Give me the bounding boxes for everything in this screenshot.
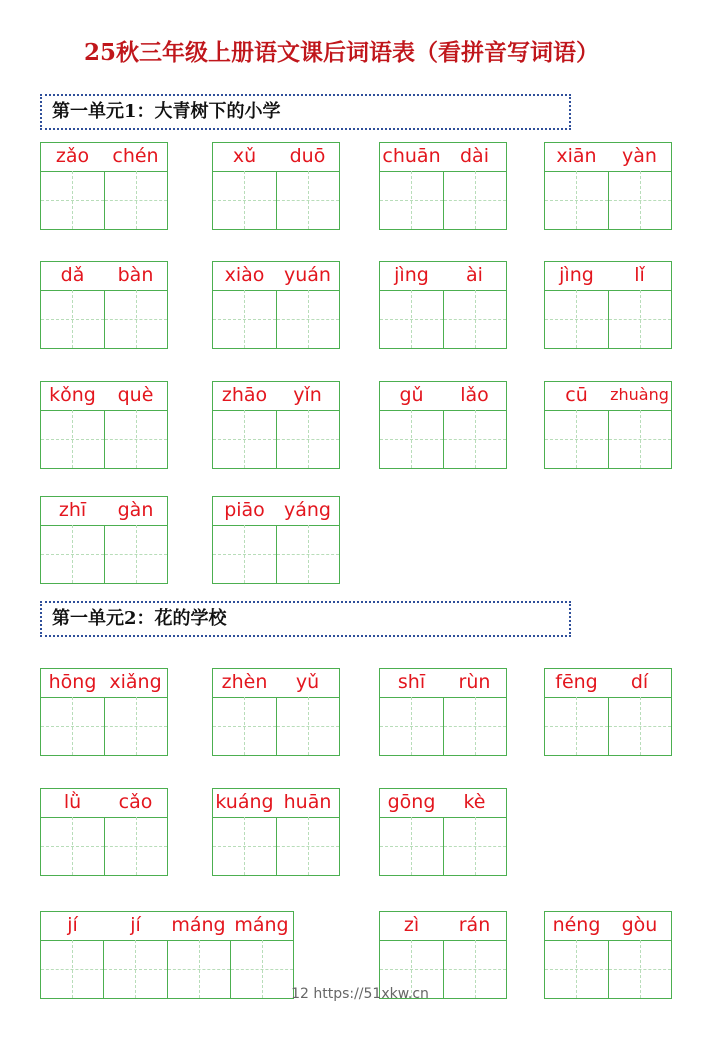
character-cell[interactable] <box>41 697 104 755</box>
character-cell[interactable] <box>443 817 507 875</box>
pinyin-syllable: kè <box>463 791 486 813</box>
pinyin-row <box>380 789 506 818</box>
word-box <box>212 496 340 584</box>
writing-grid <box>380 171 506 229</box>
pinyin-row <box>545 382 671 411</box>
pinyin-row <box>545 143 671 172</box>
word-box <box>40 496 168 584</box>
character-cell[interactable] <box>443 290 507 348</box>
word-box <box>379 261 507 349</box>
pinyin-syllable: duō <box>289 145 326 167</box>
pinyin-row <box>545 912 671 941</box>
character-cell[interactable] <box>104 171 168 229</box>
writing-grid <box>380 817 506 875</box>
pinyin-row <box>213 143 339 172</box>
word-box <box>40 261 168 349</box>
pinyin-syllable: jí <box>130 914 141 936</box>
character-cell[interactable] <box>608 290 672 348</box>
writing-grid <box>380 290 506 348</box>
character-cell[interactable] <box>608 697 672 755</box>
pinyin-syllable: yǔ <box>295 671 320 693</box>
word-box <box>40 788 168 876</box>
pinyin-syllable: zhèn <box>221 671 268 693</box>
character-cell[interactable] <box>213 697 276 755</box>
character-cell[interactable] <box>608 171 672 229</box>
writing-grid <box>41 171 167 229</box>
character-cell[interactable] <box>41 410 104 468</box>
pinyin-syllable: kuáng <box>215 791 274 813</box>
pinyin-syllable: ài <box>466 264 483 286</box>
writing-grid <box>213 525 339 583</box>
character-cell[interactable] <box>380 410 443 468</box>
pinyin-row <box>380 143 506 172</box>
pinyin-syllable: gàn <box>117 499 154 521</box>
character-cell[interactable] <box>213 525 276 583</box>
word-box <box>544 261 672 349</box>
pinyin-row <box>380 262 506 291</box>
pinyin-syllable: lǜ <box>63 791 82 813</box>
page-footer: 12 https://51xkw.cn <box>291 986 429 1002</box>
pinyin-row <box>41 669 167 698</box>
pinyin-syllable: máng <box>171 914 226 936</box>
pinyin-syllable: yǐn <box>293 384 322 406</box>
pinyin-syllable: bàn <box>117 264 154 286</box>
character-cell[interactable] <box>545 171 608 229</box>
writing-grid <box>41 525 167 583</box>
pinyin-syllable: cū <box>565 384 588 406</box>
word-box <box>212 261 340 349</box>
word-box <box>40 142 168 230</box>
pinyin-syllable: fēng <box>555 671 598 693</box>
pinyin-syllable: dài <box>460 145 489 167</box>
pinyin-row <box>380 382 506 411</box>
pinyin-syllable: zhāo <box>221 384 268 406</box>
word-box <box>212 788 340 876</box>
pinyin-row <box>545 669 671 698</box>
character-cell[interactable] <box>380 290 443 348</box>
pinyin-syllable: huān <box>283 791 332 813</box>
pinyin-syllable: què <box>117 384 154 406</box>
pinyin-row <box>41 912 293 941</box>
character-cell[interactable] <box>380 171 443 229</box>
pinyin-syllable: xiào <box>224 264 265 286</box>
pinyin-syllable: jí <box>67 914 78 936</box>
character-cell[interactable] <box>380 697 443 755</box>
writing-grid <box>545 290 671 348</box>
pinyin-syllable: lǎo <box>460 384 489 406</box>
character-cell[interactable] <box>104 697 168 755</box>
unit-2-heading: 第一单元2：花的学校 <box>40 601 571 637</box>
writing-grid <box>213 697 339 755</box>
word-box <box>544 381 672 469</box>
writing-grid <box>41 410 167 468</box>
writing-grid <box>213 171 339 229</box>
pinyin-row <box>380 912 506 941</box>
pinyin-row <box>213 262 339 291</box>
pinyin-syllable: yuán <box>284 264 331 286</box>
pinyin-syllable: jìng <box>559 264 594 286</box>
character-cell[interactable] <box>276 410 340 468</box>
writing-grid <box>41 697 167 755</box>
character-cell[interactable] <box>380 817 443 875</box>
pinyin-syllable: kǒng <box>49 384 96 406</box>
word-box <box>212 142 340 230</box>
pinyin-syllable: zhī <box>58 499 87 521</box>
pinyin-syllable: néng <box>552 914 601 936</box>
word-box <box>544 668 672 756</box>
pinyin-row <box>545 262 671 291</box>
character-cell[interactable] <box>545 410 608 468</box>
character-cell[interactable] <box>276 525 340 583</box>
word-box <box>212 381 340 469</box>
character-cell[interactable] <box>104 290 168 348</box>
pinyin-syllable: yàn <box>622 145 657 167</box>
pinyin-syllable: jìng <box>394 264 429 286</box>
character-cell[interactable] <box>213 410 276 468</box>
pinyin-syllable: chén <box>112 145 159 167</box>
character-cell[interactable] <box>41 525 104 583</box>
pinyin-row <box>41 262 167 291</box>
word-box <box>212 668 340 756</box>
pinyin-syllable: zǎo <box>55 145 90 167</box>
pinyin-syllable: gǔ <box>399 384 424 406</box>
writing-grid <box>213 817 339 875</box>
pinyin-syllable: lǐ <box>634 264 645 286</box>
character-cell[interactable] <box>213 171 276 229</box>
word-box <box>40 668 168 756</box>
pinyin-row <box>41 143 167 172</box>
writing-grid <box>545 410 671 468</box>
pinyin-syllable: rán <box>458 914 491 936</box>
character-cell[interactable] <box>41 171 104 229</box>
pinyin-syllable: cǎo <box>118 791 153 813</box>
pinyin-syllable: dǎ <box>60 264 85 286</box>
writing-grid <box>380 697 506 755</box>
pinyin-row <box>41 382 167 411</box>
pinyin-row <box>380 669 506 698</box>
pinyin-syllable: xǔ <box>232 145 257 167</box>
writing-grid <box>545 171 671 229</box>
word-box <box>379 668 507 756</box>
character-cell[interactable] <box>443 171 507 229</box>
character-cell[interactable] <box>104 817 168 875</box>
writing-grid <box>41 290 167 348</box>
writing-grid <box>213 290 339 348</box>
word-box <box>379 788 507 876</box>
writing-grid <box>380 410 506 468</box>
character-cell[interactable] <box>443 410 507 468</box>
pinyin-row <box>41 497 167 526</box>
character-cell[interactable] <box>276 697 340 755</box>
page-title: 25秋三年级上册语文课后词语表（看拼音写词语） <box>84 39 600 66</box>
character-cell[interactable] <box>608 410 672 468</box>
pinyin-syllable: hōng <box>48 671 97 693</box>
pinyin-row <box>213 382 339 411</box>
pinyin-row <box>213 669 339 698</box>
pinyin-syllable: zì <box>403 914 420 936</box>
pinyin-syllable: yáng <box>284 499 331 521</box>
character-cell[interactable] <box>41 817 104 875</box>
pinyin-syllable: zhuàng <box>610 385 669 404</box>
writing-grid <box>213 410 339 468</box>
character-cell[interactable] <box>545 697 608 755</box>
pinyin-syllable: piāo <box>224 499 265 521</box>
pinyin-row <box>213 789 339 818</box>
pinyin-syllable: xiān <box>556 145 597 167</box>
writing-grid <box>41 817 167 875</box>
unit-1-heading: 第一单元1：大青树下的小学 <box>40 94 571 130</box>
character-cell[interactable] <box>276 290 340 348</box>
pinyin-syllable: chuān <box>382 145 441 167</box>
word-box <box>379 381 507 469</box>
word-box <box>544 142 672 230</box>
character-cell[interactable] <box>443 697 507 755</box>
pinyin-syllable: gōng <box>387 791 436 813</box>
character-cell[interactable] <box>104 525 168 583</box>
word-box <box>379 142 507 230</box>
character-cell[interactable] <box>104 410 168 468</box>
pinyin-syllable: rùn <box>458 671 491 693</box>
pinyin-syllable: dí <box>630 671 649 693</box>
pinyin-syllable: xiǎng <box>109 671 162 693</box>
character-cell[interactable] <box>213 817 276 875</box>
pinyin-row <box>213 497 339 526</box>
character-cell[interactable] <box>276 171 340 229</box>
character-cell[interactable] <box>545 290 608 348</box>
pinyin-row <box>41 789 167 818</box>
character-cell[interactable] <box>213 290 276 348</box>
pinyin-syllable: máng <box>234 914 289 936</box>
character-cell[interactable] <box>41 290 104 348</box>
pinyin-syllable: gòu <box>621 914 658 936</box>
writing-grid <box>545 697 671 755</box>
pinyin-syllable: shī <box>397 671 426 693</box>
word-box <box>40 381 168 469</box>
character-cell[interactable] <box>276 817 340 875</box>
